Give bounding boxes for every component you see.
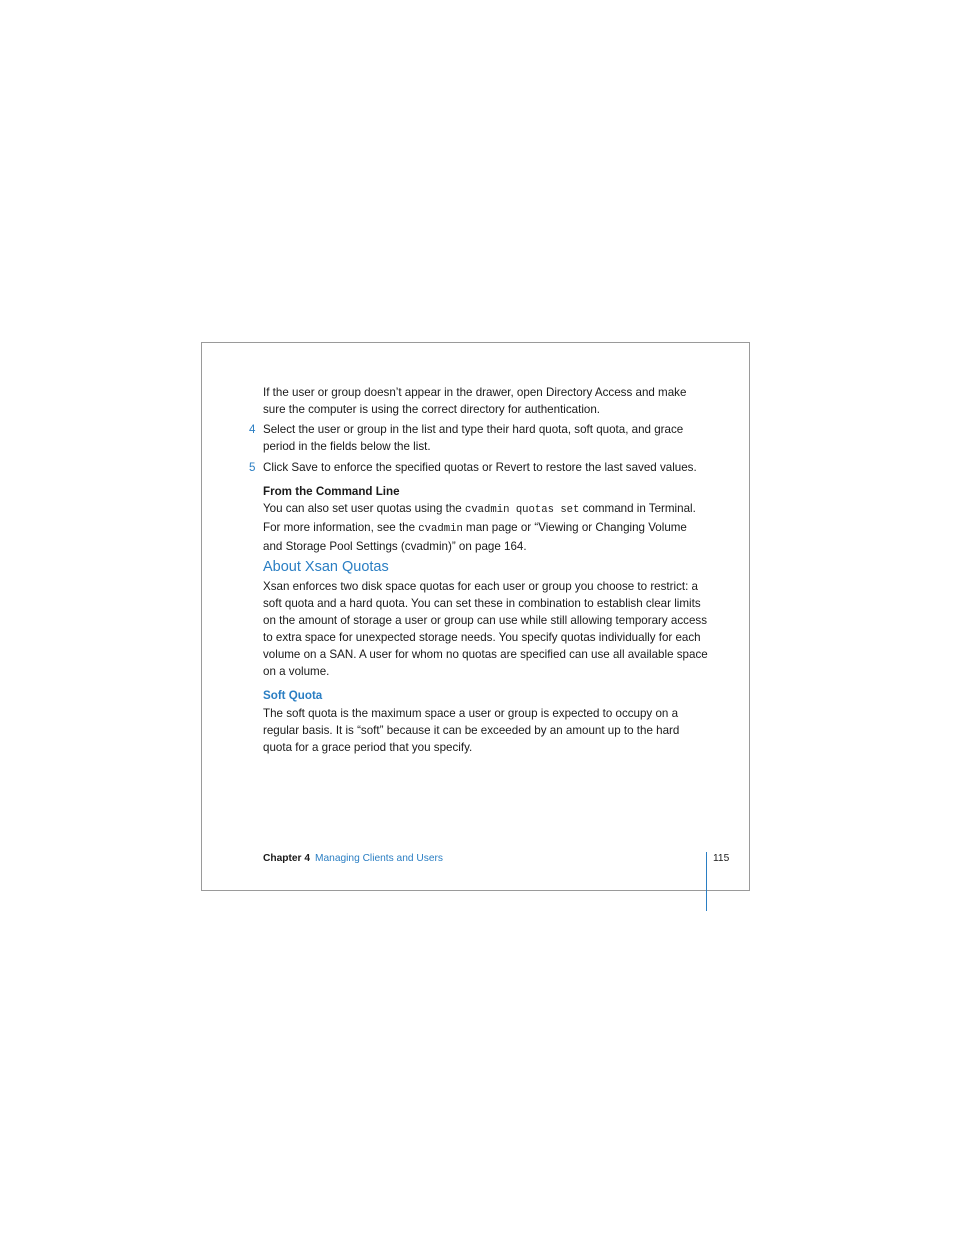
soft-quota-paragraph: The soft quota is the maximum space a user or group is expected to occupy on a regular basis. It is “soft” because it can be exceeded by an amount up to the hard quota for a grace period that you specify. bbox=[263, 707, 680, 754]
step-text: Select the user or group in the list and type their hard quota, soft quota, and grace period in the fields below the list. bbox=[263, 423, 684, 453]
command-line-heading: From the Command Line bbox=[263, 485, 400, 498]
intro-paragraph: If the user or group doesn’t appear in the drawer, open Directory Access and make sure the computer is using the correct directory for authentication. bbox=[263, 386, 687, 416]
command-line-text: man page or “Viewing or Changing Volume and Storage Pool Settings (cvadmin)” on page 164. bbox=[263, 521, 687, 553]
section-heading: About Xsan Quotas bbox=[263, 559, 389, 575]
footer-chapter: Chapter 4 bbox=[263, 853, 310, 864]
footer-chapter-title: Managing Clients and Users bbox=[315, 853, 443, 864]
command-line-text: command in Terminal. For more information, see the bbox=[263, 502, 696, 534]
subsection-heading: Soft Quota bbox=[263, 689, 323, 702]
code-snippet: cvadmin quotas set bbox=[464, 504, 580, 516]
page-number: 115 bbox=[713, 853, 730, 864]
about-paragraph: Xsan enforces two disk space quotas for each user or group you choose to restrict: a soft quota and a hard quota. You can set these in combination to establish clear limits on the amount of storage a user or group can use while still allowing temporary access to extra space for unexpected storage needs. You specify quotas individually for each volume on a SAN. A user for whom no quotas are specified can use all available space on a volume. bbox=[263, 580, 708, 678]
step-number: 4 bbox=[249, 423, 256, 436]
footer-divider bbox=[706, 852, 707, 911]
step-number: 5 bbox=[249, 461, 256, 474]
command-line-paragraph bbox=[263, 500, 709, 555]
step-text: Click Save to enforce the specified quotas or Revert to restore the last saved values. bbox=[263, 461, 697, 474]
command-line-text: You can also set user quotas using the bbox=[263, 502, 465, 515]
code-snippet: cvadmin bbox=[418, 523, 463, 535]
